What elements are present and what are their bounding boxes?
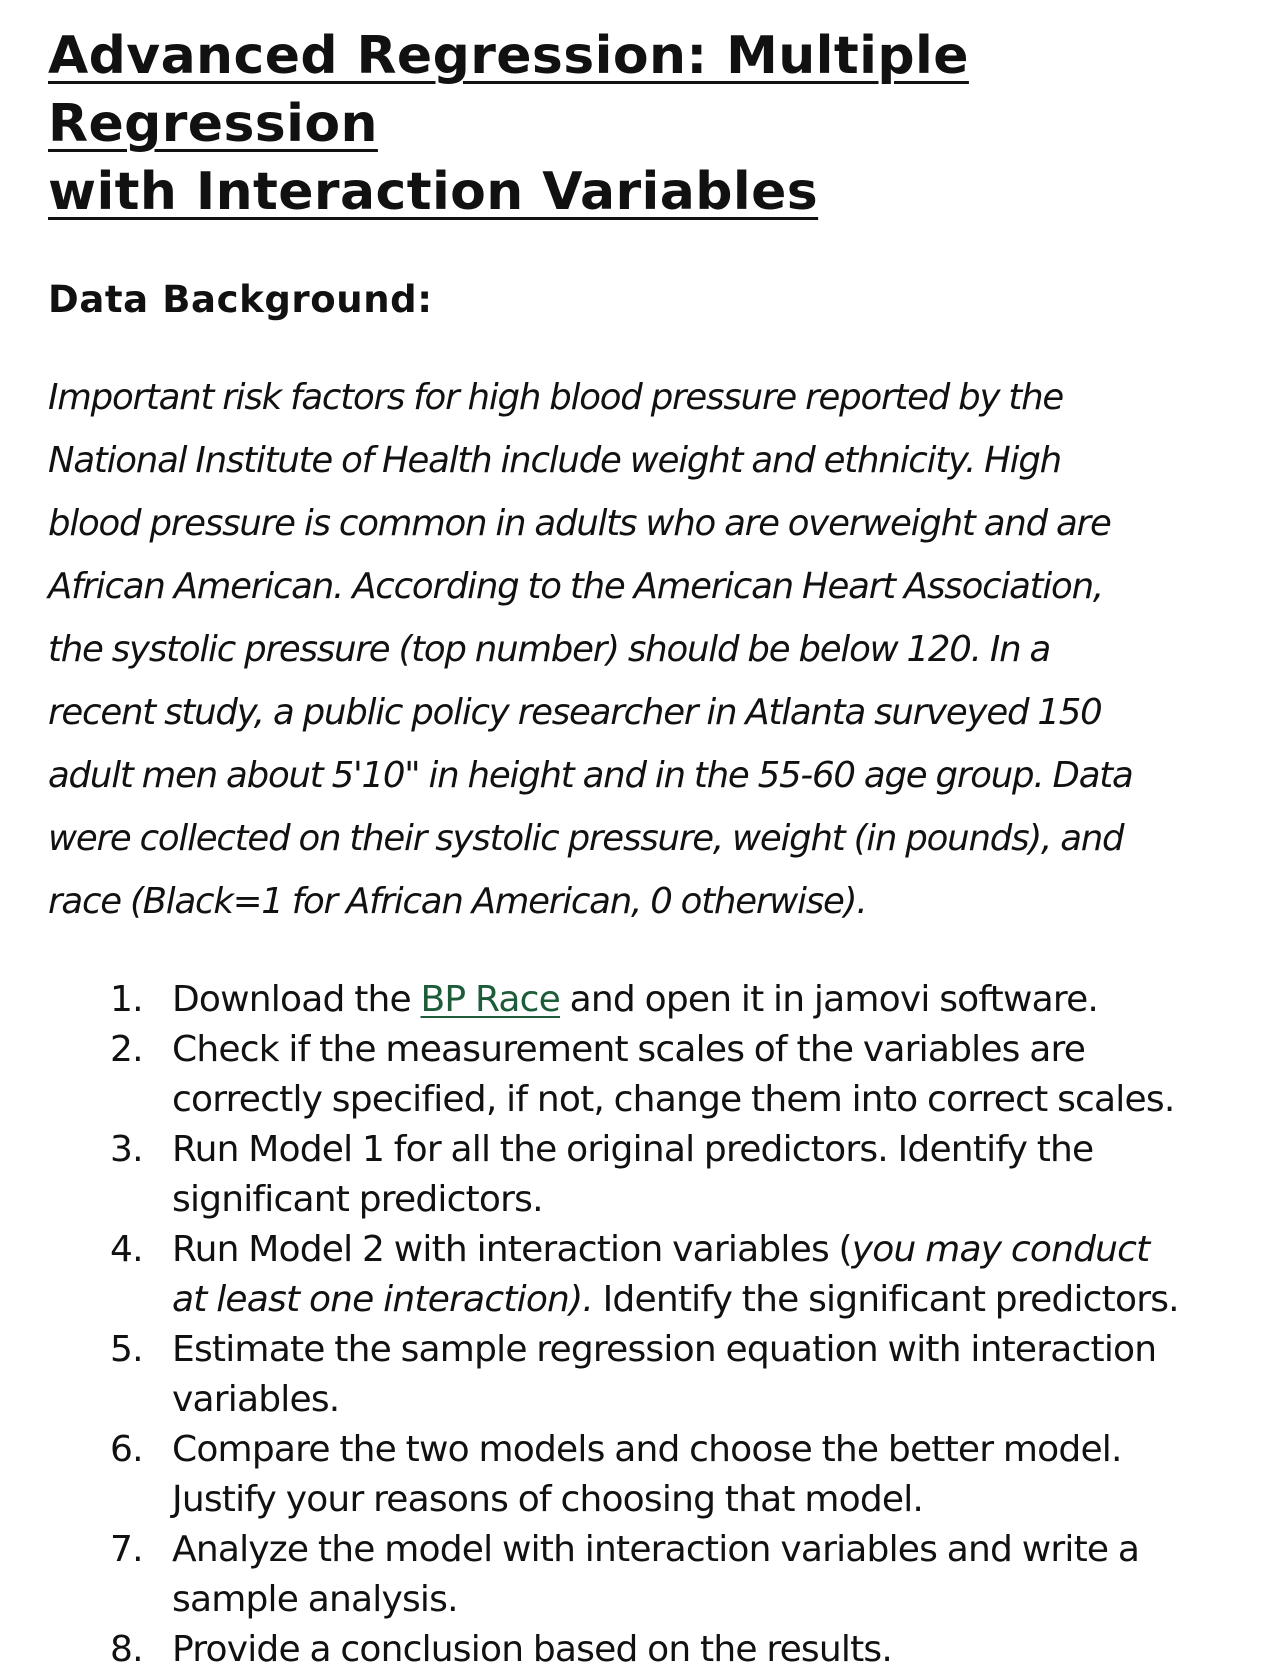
task-number: 3. [110, 1129, 143, 1170]
task-text [172, 1225, 1244, 1325]
task-line: Compare the two models and choose the better model. [172, 1429, 1122, 1470]
task-line: Check if the measurement scales of the variables are [172, 1029, 1086, 1070]
background-line: the systolic pressure (top number) should be below 120. In a [48, 629, 1051, 670]
task-line [172, 1225, 1244, 1275]
task-text [172, 1025, 1244, 1125]
task-number: 5. [110, 1329, 143, 1370]
task-line: Run Model 1 for all the original predictors. Identify the [172, 1129, 1094, 1170]
task-number: 4. [110, 1229, 143, 1270]
task-line [172, 1275, 1244, 1325]
task-number: 7. [110, 1529, 143, 1570]
page-title-line-2: with Interaction Variables [48, 162, 819, 222]
task-line: Provide a conclusion based on the results. [172, 1629, 893, 1670]
task-number: 8. [110, 1629, 143, 1670]
task-item-5 [48, 1325, 1244, 1425]
task-line: Analyze the model with interaction variables and write a [172, 1529, 1140, 1570]
task-item-4 [48, 1225, 1244, 1325]
background-line: National Institute of Health include weight and ethnicity. High [48, 440, 1061, 481]
task-line: Justify your reasons of choosing that model. [172, 1479, 924, 1520]
task-item-6 [48, 1425, 1244, 1525]
task-line-italic: at least one interaction). [172, 1279, 593, 1320]
task-text [172, 975, 1244, 1025]
background-line: African American. According to the American Heart Association, [48, 566, 1103, 607]
task-number: 2. [110, 1029, 143, 1070]
task-text [172, 1425, 1244, 1525]
background-line: recent study, a public policy researcher in Atlanta surveyed 150 [48, 692, 1102, 733]
data-background-paragraph [48, 366, 1244, 933]
task-text [172, 1325, 1244, 1425]
bp-race-link[interactable]: BP Race [420, 979, 560, 1020]
task-line: significant predictors. [172, 1179, 543, 1220]
task-number: 6. [110, 1429, 143, 1470]
task-item-3 [48, 1125, 1244, 1225]
section-heading-data-background: Data Background: [48, 278, 433, 321]
task-text [172, 1525, 1244, 1625]
task-text [172, 1125, 1244, 1225]
background-line: adult men about 5'10" in height and in the 55-60 age group. Data [48, 755, 1133, 796]
task-line-plain: Run Model 2 with interaction variables ( [172, 1229, 852, 1270]
background-line: blood pressure is common in adults who are overweight and are [48, 503, 1111, 544]
page-title-line-1: Advanced Regression: Multiple Regression [48, 26, 969, 154]
task-item-7 [48, 1525, 1244, 1625]
task-item-2 [48, 1025, 1244, 1125]
task-item-8 [48, 1625, 1244, 1675]
task-line: variables. [172, 1379, 340, 1420]
task-number: 1. [110, 979, 143, 1020]
task-line: sample analysis. [172, 1579, 458, 1620]
background-line: Important risk factors for high blood pressure reported by the [48, 377, 1064, 418]
task-list [48, 975, 1244, 1675]
page-title [48, 22, 1244, 226]
task-text [172, 1625, 1244, 1675]
task-text-after-link: and open it in jamovi software. [560, 979, 1099, 1020]
task-line-plain: Identify the significant predictors. [592, 1279, 1179, 1320]
background-line: were collected on their systolic pressure, weight (in pounds), and [48, 818, 1124, 859]
task-line: correctly specified, if not, change them into correct scales. [172, 1079, 1175, 1120]
task-item-1 [48, 975, 1244, 1025]
task-line-italic: you may conduct [851, 1229, 1150, 1270]
background-line: race (Black=1 for African American, 0 otherwise). [48, 881, 867, 922]
task-line: Estimate the sample regression equation with interaction [172, 1329, 1157, 1370]
task-text-before-link: Download the [172, 979, 421, 1020]
